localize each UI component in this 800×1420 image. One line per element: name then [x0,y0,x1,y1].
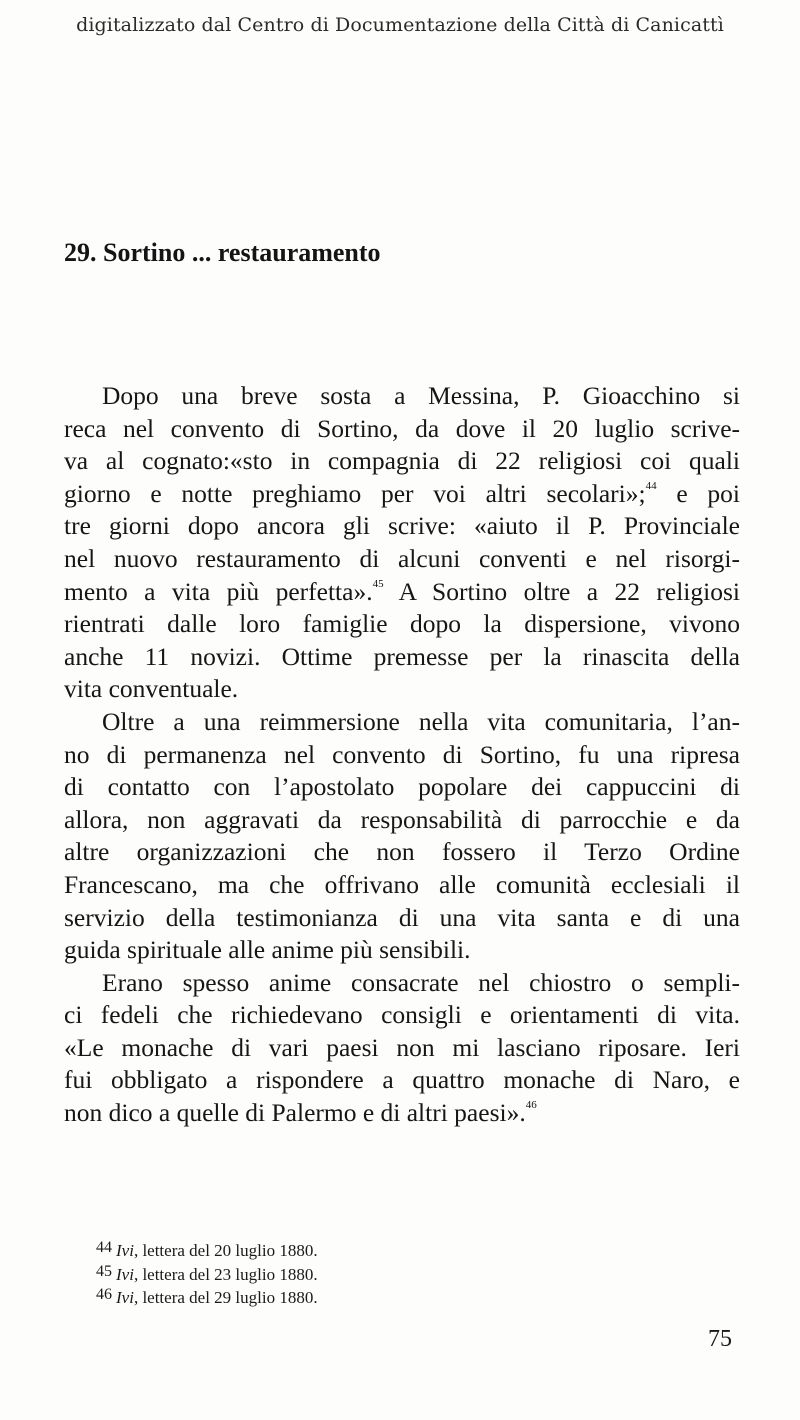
text-line [64,934,740,967]
text-line [64,804,740,837]
body-text [64,380,740,1130]
paragraph [64,706,740,967]
footnote-text: , lettera del 23 luglio 1880. [133,1264,318,1284]
text-line [64,641,740,674]
line-text: guida spirituale alle anime più sensibili. [64,935,471,965]
line-text: fui obbligato a rispondere a quattro monache di Naro, e [64,1065,740,1095]
page-number: 75 [708,1326,732,1352]
text-line [64,739,740,772]
line-text: tre giorni dopo ancora gli scrive: «aiuto il P. Provinciale [64,511,740,541]
footnote-source: Ivi [116,1241,134,1260]
text-line [64,673,740,706]
text-line [64,543,740,576]
text-line [64,608,740,641]
footnote-source: Ivi [116,1288,134,1307]
footnote [96,1285,318,1309]
line-text: reca nel convento di Sortino, da dove il 20 luglio scrive- [64,413,740,443]
paragraph [64,380,740,706]
footnote-reference: 44 [645,479,657,492]
line-text-after-ref: A Sortino oltre a 22 religiosi [383,576,740,606]
line-text: rientrati dalle loro famiglie dopo la dispersione, vivono [64,609,740,639]
footnote-reference: 46 [525,1099,537,1112]
text-line [64,771,740,804]
footnotes [96,1238,318,1309]
line-text: servizio della testimonianza di una vita santa e di una [64,902,740,932]
text-line [64,967,740,1000]
footnote-text: , lettera del 20 luglio 1880. [133,1241,318,1260]
text-line [64,478,740,511]
text-line [64,999,740,1032]
line-text: «Le monache di vari paesi non mi lasciano riposare. Ieri [64,1032,740,1062]
text-line [64,445,740,478]
line-text: ci fedeli che richiedevano consigli e orientamenti di vita. [64,1000,740,1030]
digitization-watermark: digitalizzato dal Centro di Documentazione della Città di Canicattì [76,14,724,36]
text-line [64,380,740,413]
text-line [64,1032,740,1065]
line-text: Francescano, ma che offrivano alle comunità ecclesiali il [64,869,740,899]
footnote-number: 46 [96,1286,112,1303]
line-text: va al cognato:«sto in compagnia di 22 religiosi coi quali [64,446,740,476]
footnote-number: 44 [96,1239,112,1256]
line-text: vita conventuale. [64,674,239,704]
line-text: nel nuovo restauramento di alcuni conventi e nel risorgi- [64,543,740,573]
line-text: allora, non aggravati da responsabilità di parrocchie e da [64,804,740,834]
footnote-number: 45 [96,1262,112,1280]
text-line [64,510,740,543]
footnote-text: , lettera del 29 luglio 1880. [133,1288,318,1307]
text-line [64,836,740,869]
line-text: non dico a quelle di Palermo e di altri paesi». [64,1098,526,1128]
text-line [64,576,740,609]
text-line [64,706,740,739]
line-text: Oltre a una reimmersione nella vita comunitaria, l’an- [102,706,740,736]
section-heading: 29. Sortino ... restauramento [64,238,381,267]
line-text: no di permanenza nel convento di Sortino, fu una ripresa [64,739,740,769]
line-text: altre organizzazioni che non fossero il Terzo Ordine [64,837,740,867]
line-text: Dopo una breve sosta a Messina, P. Gioacchino si [102,381,740,410]
text-line [64,902,740,935]
text-line [64,1064,740,1097]
line-text: Erano spesso anime consacrate nel chiostro o sempli- [102,967,740,997]
footnote [96,1238,318,1262]
line-text-after-ref: e poi [656,478,740,508]
footnote-reference: 45 [372,577,384,590]
paragraph [64,967,740,1130]
line-text: giorno e notte preghiamo per voi altri secolari»; [64,478,646,508]
footnote [96,1262,318,1286]
line-text: anche 11 novizi. Ottime premesse per la rinascita della [64,641,740,671]
text-line [64,869,740,902]
line-text: mento a vita più perfetta». [64,576,373,606]
line-text: di contatto con l’apostolato popolare dei cappuccini di [64,772,740,802]
text-line [64,413,740,446]
text-line [64,1097,740,1130]
footnote-source: Ivi [116,1264,134,1284]
